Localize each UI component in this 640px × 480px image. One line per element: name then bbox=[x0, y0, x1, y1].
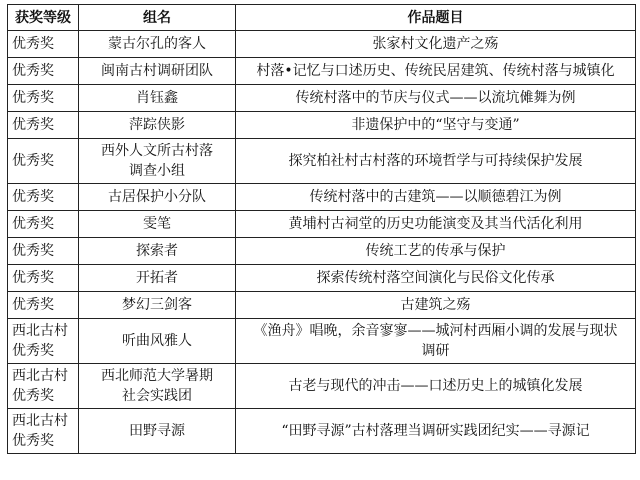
group-name-cell: 古居保护小分队 bbox=[79, 184, 236, 211]
table-row bbox=[8, 31, 636, 58]
group-name-cell: 西北师范大学暑期 社会实践团 bbox=[79, 364, 236, 409]
table-row bbox=[8, 364, 636, 409]
award-level-cell: 优秀奖 bbox=[8, 112, 79, 139]
header-work-title: 作品题目 bbox=[236, 5, 636, 31]
award-level-cell: 优秀奖 bbox=[8, 139, 79, 184]
group-name-cell: 肖钰鑫 bbox=[79, 85, 236, 112]
table-row bbox=[8, 58, 636, 85]
group-name-cell: 梦幻三剑客 bbox=[79, 292, 236, 319]
work-title-cell: 非遗保护中的“坚守与变通” bbox=[236, 112, 636, 139]
award-level-cell: 西北古村 优秀奖 bbox=[8, 319, 79, 364]
award-level-cell: 优秀奖 bbox=[8, 85, 79, 112]
award-level-cell: 优秀奖 bbox=[8, 265, 79, 292]
award-level-cell: 优秀奖 bbox=[8, 31, 79, 58]
table-row bbox=[8, 409, 636, 454]
award-level-cell: 优秀奖 bbox=[8, 292, 79, 319]
work-title-cell: 村落•记忆与口述历史、传统民居建筑、传统村落与城镇化 bbox=[236, 58, 636, 85]
table-row bbox=[8, 265, 636, 292]
award-level-cell: 优秀奖 bbox=[8, 184, 79, 211]
table-body bbox=[8, 31, 636, 454]
group-name-cell: 萍踪侠影 bbox=[79, 112, 236, 139]
table-row bbox=[8, 211, 636, 238]
work-title-cell: 《渔舟》唱晚，余音寥寥——城河村西厢小调的发展与现状 调研 bbox=[236, 319, 636, 364]
award-level-cell: 优秀奖 bbox=[8, 211, 79, 238]
work-title-cell: 探索传统村落空间演化与民俗文化传承 bbox=[236, 265, 636, 292]
work-title-cell: 古建筑之殇 bbox=[236, 292, 636, 319]
award-table bbox=[7, 4, 636, 454]
group-name-cell: 田野寻源 bbox=[79, 409, 236, 454]
work-title-cell: 黄埔村古祠堂的历史功能演变及其当代活化利用 bbox=[236, 211, 636, 238]
group-name-cell: 西外人文所古村落 调查小组 bbox=[79, 139, 236, 184]
group-name-cell: 雯笔 bbox=[79, 211, 236, 238]
group-name-cell: 探索者 bbox=[79, 238, 236, 265]
work-title-cell: 传统工艺的传承与保护 bbox=[236, 238, 636, 265]
table-header bbox=[8, 5, 636, 31]
group-name-cell: 闽南古村调研团队 bbox=[79, 58, 236, 85]
award-level-cell: 优秀奖 bbox=[8, 238, 79, 265]
table-row bbox=[8, 238, 636, 265]
table-row bbox=[8, 184, 636, 211]
table-row bbox=[8, 112, 636, 139]
work-title-cell: 古老与现代的冲击——口述历史上的城镇化发展 bbox=[236, 364, 636, 409]
work-title-cell: 张家村文化遗产之殇 bbox=[236, 31, 636, 58]
table-row bbox=[8, 139, 636, 184]
table-row bbox=[8, 85, 636, 112]
work-title-cell: 传统村落中的古建筑——以顺德碧江为例 bbox=[236, 184, 636, 211]
group-name-cell: 开拓者 bbox=[79, 265, 236, 292]
work-title-cell: “田野寻源”古村落理当调研实践团纪实——寻源记 bbox=[236, 409, 636, 454]
work-title-cell: 传统村落中的节庆与仪式——以流坑傩舞为例 bbox=[236, 85, 636, 112]
award-level-cell: 西北古村 优秀奖 bbox=[8, 409, 79, 454]
work-title-cell: 探究柏社村古村落的环境哲学与可持续保护发展 bbox=[236, 139, 636, 184]
group-name-cell: 蒙古尔孔的客人 bbox=[79, 31, 236, 58]
header-group-name: 组名 bbox=[79, 5, 236, 31]
award-level-cell: 西北古村 优秀奖 bbox=[8, 364, 79, 409]
award-level-cell: 优秀奖 bbox=[8, 58, 79, 85]
table-row bbox=[8, 319, 636, 364]
table-row bbox=[8, 292, 636, 319]
header-award-level: 获奖等级 bbox=[8, 5, 79, 31]
group-name-cell: 听曲风雅人 bbox=[79, 319, 236, 364]
